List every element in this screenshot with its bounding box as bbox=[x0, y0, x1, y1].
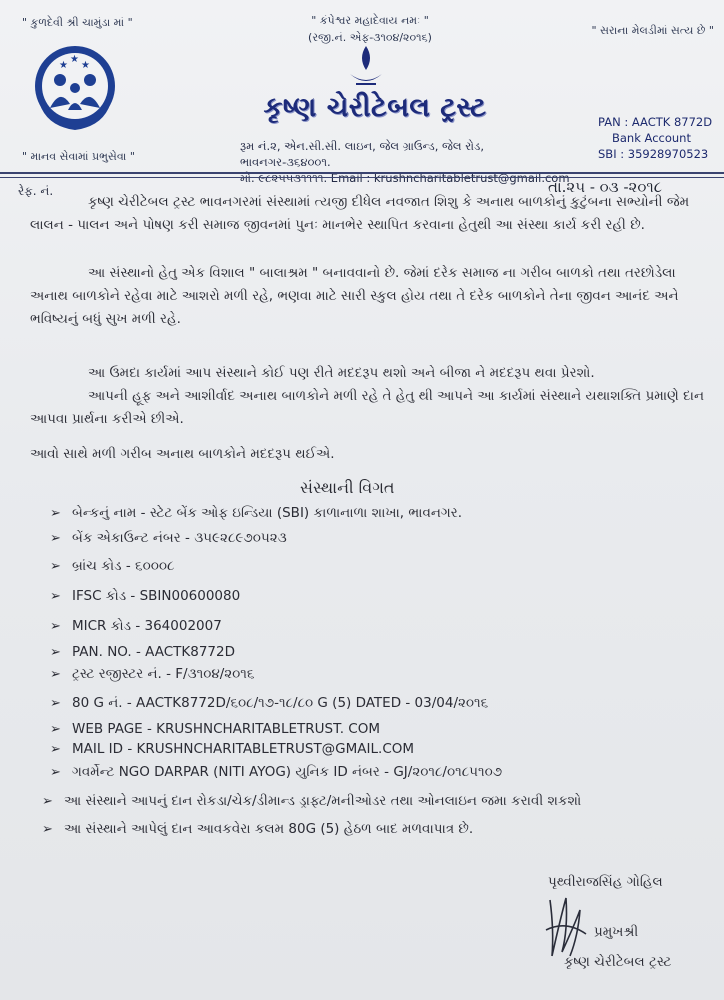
bullet-arrow-icon: ➢ bbox=[50, 589, 61, 604]
detail-item bbox=[50, 558, 174, 574]
detail-text: 80 G નં. - AACTK8772D/૬૦૮/૧૭-૧૮/૮૦ G (5) DATED - 03/04/૨૦૧૬ bbox=[72, 695, 489, 711]
quote-meldi: " સરાના મેલડીમાં સત્ય છે " bbox=[591, 24, 714, 37]
bullet-arrow-icon: ➢ bbox=[50, 531, 61, 546]
detail-text: આ સંસ્થાને આપેલું દાન આવકવેરા કલમ 80G (5) હેઠળ બાદ મળવાપાત્ર છે. bbox=[64, 821, 474, 837]
detail-text: WEB PAGE - KRUSHNCHARITABLETRUST. COM bbox=[72, 721, 381, 737]
detail-text: બેંક એકાઉન્ટ નંબર - ૩૫૯૨૮૯૭૦૫૨૩ bbox=[72, 530, 287, 546]
bullet-arrow-icon: ➢ bbox=[50, 765, 61, 780]
bullet-arrow-icon: ➢ bbox=[50, 667, 61, 682]
detail-text: બેન્કનું નામ - સ્ટેટ બેંક ઓફ ઇન્ડિયા (SBI) કાળાનાળા શાખા, ભાવનગર. bbox=[72, 505, 463, 521]
pan-number: PAN : AACTK 8772D bbox=[598, 115, 713, 129]
svg-text:★: ★ bbox=[81, 60, 90, 71]
bank-account-label: Bank Account bbox=[612, 131, 691, 145]
paragraph-1: કૃષ્ણ ચેરીટેબલ ટ્રસ્ટ ભાવનગરમાં સંસ્થામાં ત્યજી દીધેલ નવજાત શિશુ કે અનાથ બાળકોનું કુટુંબના સભ્યોની જેમ લાલન - પાલન અને પોષણ કરી સમાજ જીવનમાં પુનઃ માનભેર સ્થાપિત કરવાના હેતુથી આ સંસ્થા કાર્ય કરી રહી છે. bbox=[30, 194, 690, 233]
detail-item bbox=[50, 618, 222, 634]
bullet-arrow-icon: ➢ bbox=[50, 696, 61, 711]
motto: " માનવ સેવામાં પ્રભુસેવા " bbox=[22, 150, 135, 163]
detail-item bbox=[42, 793, 581, 809]
bullet-arrow-icon: ➢ bbox=[42, 822, 53, 837]
bullet-arrow-icon: ➢ bbox=[50, 722, 61, 737]
paragraph-3: આ ઉમદા કાર્યમાં આપ સંસ્થાને કોઈ પણ રીતે મદદરૂપ થશો અને બીજા ને મદદરૂપ થવા પ્રેરશો. bbox=[88, 365, 595, 381]
registration-number: (રજી.નં. એફ-૩૧૦૪/૨૦૧૬) bbox=[308, 31, 432, 44]
detail-text: આ સંસ્થાને આપનું દાન રોકડા/ચેક/ડીમાન્ડ ડ્રાફ્ટ/મનીઓડર તથા ઓનલાઇન જમા કરાવી શકશો bbox=[64, 793, 582, 809]
detail-item bbox=[50, 530, 287, 546]
address bbox=[240, 138, 570, 186]
letter-date: તા.૨૫ - ૦૩ -૨૦૧૮ bbox=[548, 178, 662, 196]
svg-text:★: ★ bbox=[59, 60, 68, 71]
quote-mahadev bbox=[260, 12, 480, 46]
detail-item bbox=[50, 764, 502, 780]
paragraph-2: આ સંસ્થાનો હેતુ એક વિશાલ " બાલાશ્રમ " બનાવવાનો છે. જેમાં દરેક સમાજ ના ગરીબ બાળકો તથા તરછોડેલા અનાથ બાળકોને રહેવા માટે આશરો મળી રહે, ભણવા માટે સારી સ્કુલ હોય તથા તે દરેક બાળકોને તેના જીવન આનંદ અને ભવિષ્યનું બધું સુખ મળી રહે. bbox=[30, 265, 679, 327]
family-logo-icon bbox=[30, 46, 120, 144]
bullet-arrow-icon: ➢ bbox=[42, 794, 53, 809]
detail-text: IFSC કોડ - SBIN00600080 bbox=[72, 588, 241, 604]
detail-text: MAIL ID - KRUSHNCHARITABLETRUST@GMAIL.COM bbox=[72, 741, 415, 757]
svg-text:★: ★ bbox=[70, 54, 79, 65]
detail-item bbox=[50, 666, 254, 682]
detail-item bbox=[50, 644, 235, 660]
detail-item bbox=[50, 721, 380, 737]
header-divider bbox=[0, 172, 724, 174]
paragraph-4: આપની હૂફ અને આશીર્વાદ અનાથ બાળકોને મળી રહે તે હેતુ થી આપને આ કાર્યમાં સંસ્થાને યથાશક્તિ પ્રમાણે દાન આપવા પ્રાર્થના કરીએ છીએ. bbox=[30, 388, 705, 427]
detail-item bbox=[50, 741, 414, 757]
quote-mahadev-line1: " કંપેશ્વર મહાદેવાય નમઃ " bbox=[311, 14, 429, 27]
trust-name: કૃષ્ણ ચેરીટેબલ ટ્રસ્ટ bbox=[263, 92, 487, 123]
detail-item bbox=[50, 505, 462, 521]
detail-text: MICR કોડ - 364002007 bbox=[72, 618, 222, 634]
detail-text: ટ્રસ્ટ રજીસ્ટર નં. - F/૩૧૦૪/૨૦૧૬ bbox=[72, 666, 255, 682]
lamp-icon bbox=[346, 44, 386, 90]
bullet-arrow-icon: ➢ bbox=[50, 645, 61, 660]
paragraph-5: આવો સાથે મળી ગરીબ અનાથ બાળકોને મદદરૂપ થઈએ. bbox=[30, 446, 335, 462]
detail-text: બ્રાંચ કોડ - ૬૦૦૦૮ bbox=[72, 558, 175, 574]
address-line1: રૂમ નં.૨, એન.સી.સી. લાઇન, જેલ ગ્રાઉન્ડ, જેલ રોડ, ભાવનગર-૩૬૪૦૦૧. bbox=[240, 139, 485, 169]
ref-label: રેફ. નં. bbox=[18, 184, 54, 198]
address-line2: મો. ૯૮૨૫૫૩૧૧૧૧. Email : krushncharitabletrust@gmail.com bbox=[240, 171, 570, 185]
section-title: સંસ્થાની વિગત bbox=[300, 478, 395, 497]
detail-text: PAN. NO. - AACTK8772D bbox=[72, 644, 236, 660]
signatory-org: કૃષ્ણ ચેરીટેબલ ટ્રસ્ટ bbox=[564, 954, 672, 970]
signature-scribble bbox=[540, 890, 590, 964]
signatory-title: પ્રમુખશ્રી bbox=[594, 924, 639, 940]
bullet-arrow-icon: ➢ bbox=[50, 506, 61, 521]
bullet-arrow-icon: ➢ bbox=[50, 559, 61, 574]
sbi-account: SBI : 35928970523 bbox=[598, 147, 709, 161]
detail-text: ગવર્મેન્ટ NGO DARPAR (NITI AYOG) યુનિક ID નંબર - GJ/૨૦૧૮/૦૧૮૫૧૦૭ bbox=[72, 764, 503, 780]
detail-item bbox=[50, 695, 488, 711]
detail-item bbox=[42, 821, 473, 837]
detail-item bbox=[50, 588, 240, 604]
signatory-name: પૃથ્વીરાજસિંહ ગોહિલ bbox=[548, 874, 663, 890]
quote-kuldevi: " કુળદેવી શ્રી ચામુંડા માં " bbox=[22, 16, 133, 29]
bullet-arrow-icon: ➢ bbox=[50, 742, 61, 757]
bullet-arrow-icon: ➢ bbox=[50, 619, 61, 634]
pan-bank-block bbox=[598, 114, 712, 162]
